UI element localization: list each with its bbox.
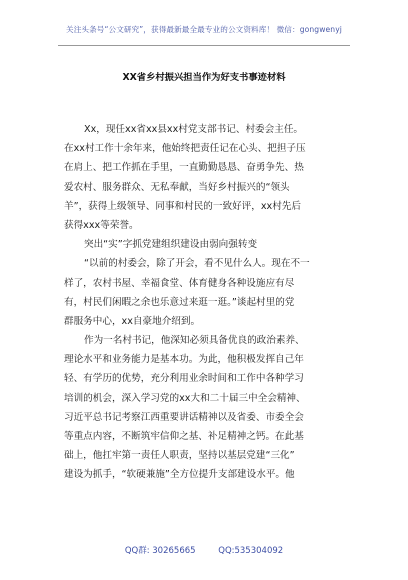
footer-qq-group: QQ群: 30265665 xyxy=(124,546,196,556)
header-divider xyxy=(58,45,350,46)
body-line: 建设为抓手，“软硬兼施”全方位提升支部建设水平。他 xyxy=(64,469,295,481)
document-title: XX省乡村振兴担当作为好支书事迹材料 xyxy=(122,72,286,83)
body-line: 培训的机会，深入学习党的xx大和二十届三中全会精神、 xyxy=(64,392,306,404)
body-line: 习近平总书记考察江西重要讲话精神以及省委、市委全会 xyxy=(64,411,304,423)
body-line: 等重点内容，不断筑牢信仰之基、补足精神之钙。在此基 xyxy=(64,431,304,442)
body-line: 作为一名村书记，他深知必须具备优良的政治素养、 xyxy=(84,335,305,347)
body-line: 群服务中心，xx自豪地介绍到。 xyxy=(64,315,201,327)
body-line: “以前的村委会，除了开会，看不见什么人。现在不一 xyxy=(84,258,310,270)
body-line: 样了，农村书屋、幸福食堂、体育健身各种设施应有尽 xyxy=(64,277,295,289)
header-banner: 关注头条号“公文研究”，获得最新最全最专业的公文资料库！ 微信：gongwenyj xyxy=(66,25,342,34)
document-body xyxy=(64,120,348,485)
body-line: 在xx村工作十余年来，他始终把责任记在心头、把担子压 xyxy=(64,143,306,155)
body-line: Xx，现任xx省xx县xx村党支部书记、村委会主任。 xyxy=(84,124,304,135)
body-line: 在肩上、把工作抓在手里，一直勤勤恳恳、奋勇争先、热 xyxy=(64,162,304,174)
body-line: 理论水平和业务能力是基本功。为此，他积极发挥自己年 xyxy=(64,354,304,366)
body-line: 有，村民们闲暇之余也乐意过来逛一逛。”谈起村里的党 xyxy=(64,296,295,308)
section-heading: 突出“实”字抓党建组织建设由弱向强转变 xyxy=(84,239,258,251)
body-line: 轻、有学历的优势，充分利用业余时间和工作中各种学习 xyxy=(64,373,304,385)
footer-qq: QQ:535304092 xyxy=(218,546,284,556)
footer-contact xyxy=(0,544,408,556)
body-line: 获得xxx等荣誉。 xyxy=(64,219,139,231)
body-line: 羊”，获得上级领导、同事和村民的一致好评，xx村先后 xyxy=(64,200,301,212)
body-line: 础上，他扛牢第一责任人职责，坚持以基层党建“三化” xyxy=(64,450,295,462)
body-line: 爱农村、服务群众、无私奉献，当好乡村振兴的“领头 xyxy=(64,181,290,193)
